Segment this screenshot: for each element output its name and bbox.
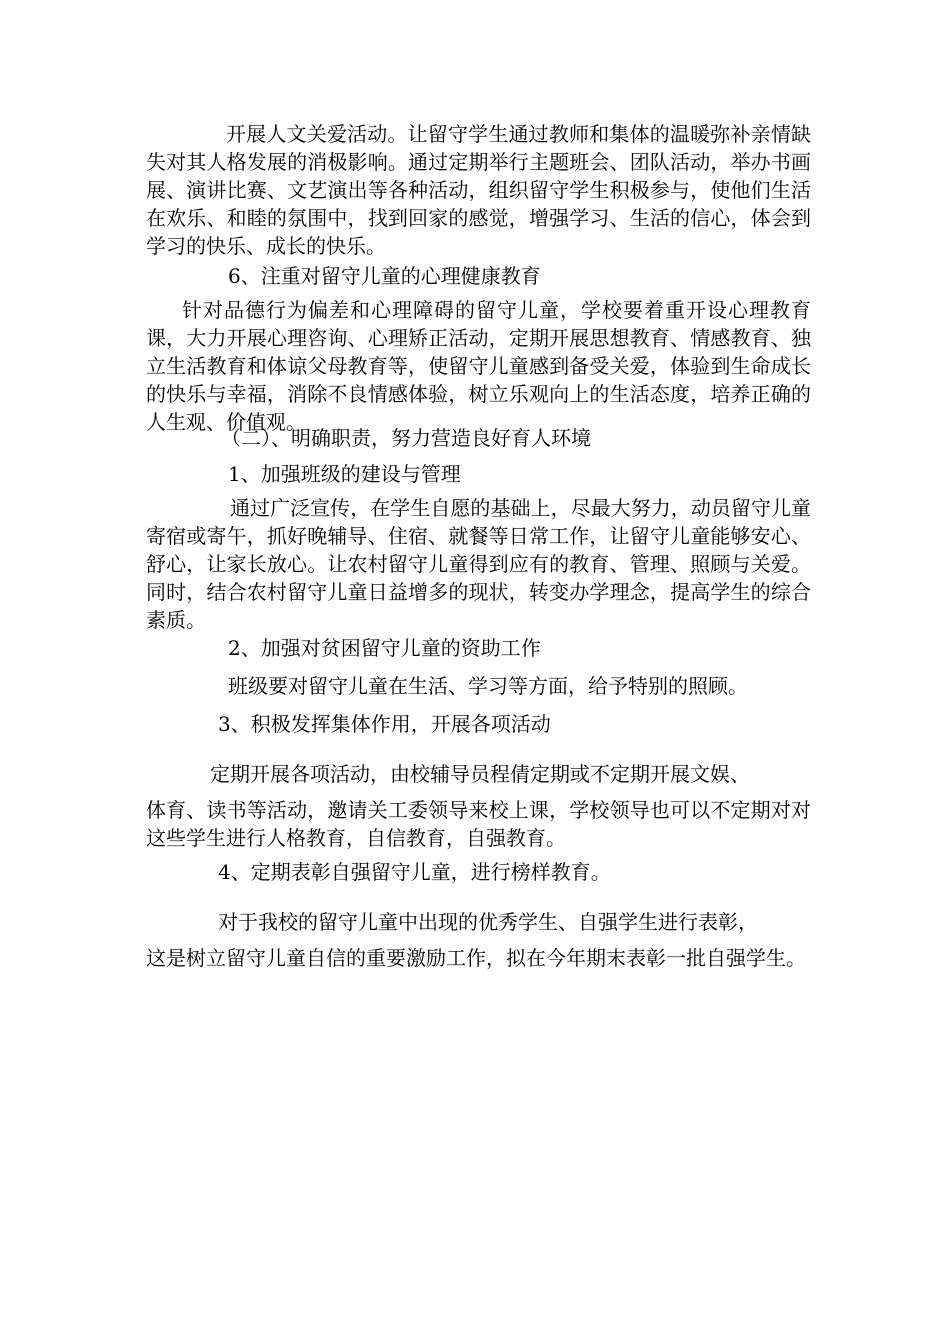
paragraph-commendation-line1: 对于我校的留守儿童中出现的优秀学生、自强学生进行表彰， <box>218 910 758 934</box>
paragraph-mental-health: 针对品德行为偏差和心理障碍的留守儿童，学校要着重开设心理教育课，大力开展心理咨询、心理矫正活动，定期开展思想教育、情感教育、独立生活教育和体谅父母教育等，使留守儿童感到备受关爱，体验到生命成长的快乐与幸福，消除不良情感体验，树立乐观向上的生活态度，培养正确的人生观、价值观。 <box>146 298 811 434</box>
heading-section-two: （二）、明确职责，努力营造良好育人环境 <box>221 426 591 450</box>
paragraph-poverty-aid: 班级要对留守儿童在生活、学习等方面，给予特别的照顾。 <box>228 674 748 698</box>
paragraph-class-management: 通过广泛宣传，在学生自愿的基础上，尽最大努力，动员留守儿童寄宿或寄午，抓好晚辅导、住宿、就餐等日常工作，让留守儿童能够安心、舒心，让家长放心。让农村留守儿童得到应有的教育、管理、照顾与关爱。同时，结合农村留守儿童日益增多的现状，转变办学理念，提高学生的综合素质。 <box>146 496 811 632</box>
heading-poverty-aid: 2、加强对贫困留守儿童的资助工作 <box>228 636 541 660</box>
heading-commendation: 4、定期表彰自强留守儿童，进行榜样教育。 <box>218 860 611 884</box>
paragraph-activities-rest: 体育、读书等活动，邀请关工委领导来校上课，学校领导也可以不定期对对这些学生进行人格教育，自信教育，自强教育。 <box>146 798 811 850</box>
paragraph-humanistic-care: 开展人文关爱活动。让留守学生通过教师和集体的温暖弥补亲情缺失对其人格发展的消极影响。通过定期举行主题班会、团队活动，举办书画展、演讲比赛、文艺演出等各种活动，组织留守学生积极参与，使他们生活在欢乐、和睦的氛围中，找到回家的感觉，增强学习、生活的信心，体会到学习的快乐、成长的快乐。 <box>146 122 811 258</box>
heading-mental-health: 6、注重对留守儿童的心理健康教育 <box>228 264 541 288</box>
heading-class-management: 1、加强班级的建设与管理 <box>228 462 461 486</box>
paragraph-commendation-rest: 这是树立留守儿童自信的重要激励工作，拟在今年期末表彰一批自强学生。 <box>146 946 806 970</box>
paragraph-activities-line1: 定期开展各项活动，由校辅导员程倩定期或不定期开展文娱、 <box>210 762 750 786</box>
heading-collective-activities: 3、积极发挥集体作用，开展各项活动 <box>218 712 551 736</box>
